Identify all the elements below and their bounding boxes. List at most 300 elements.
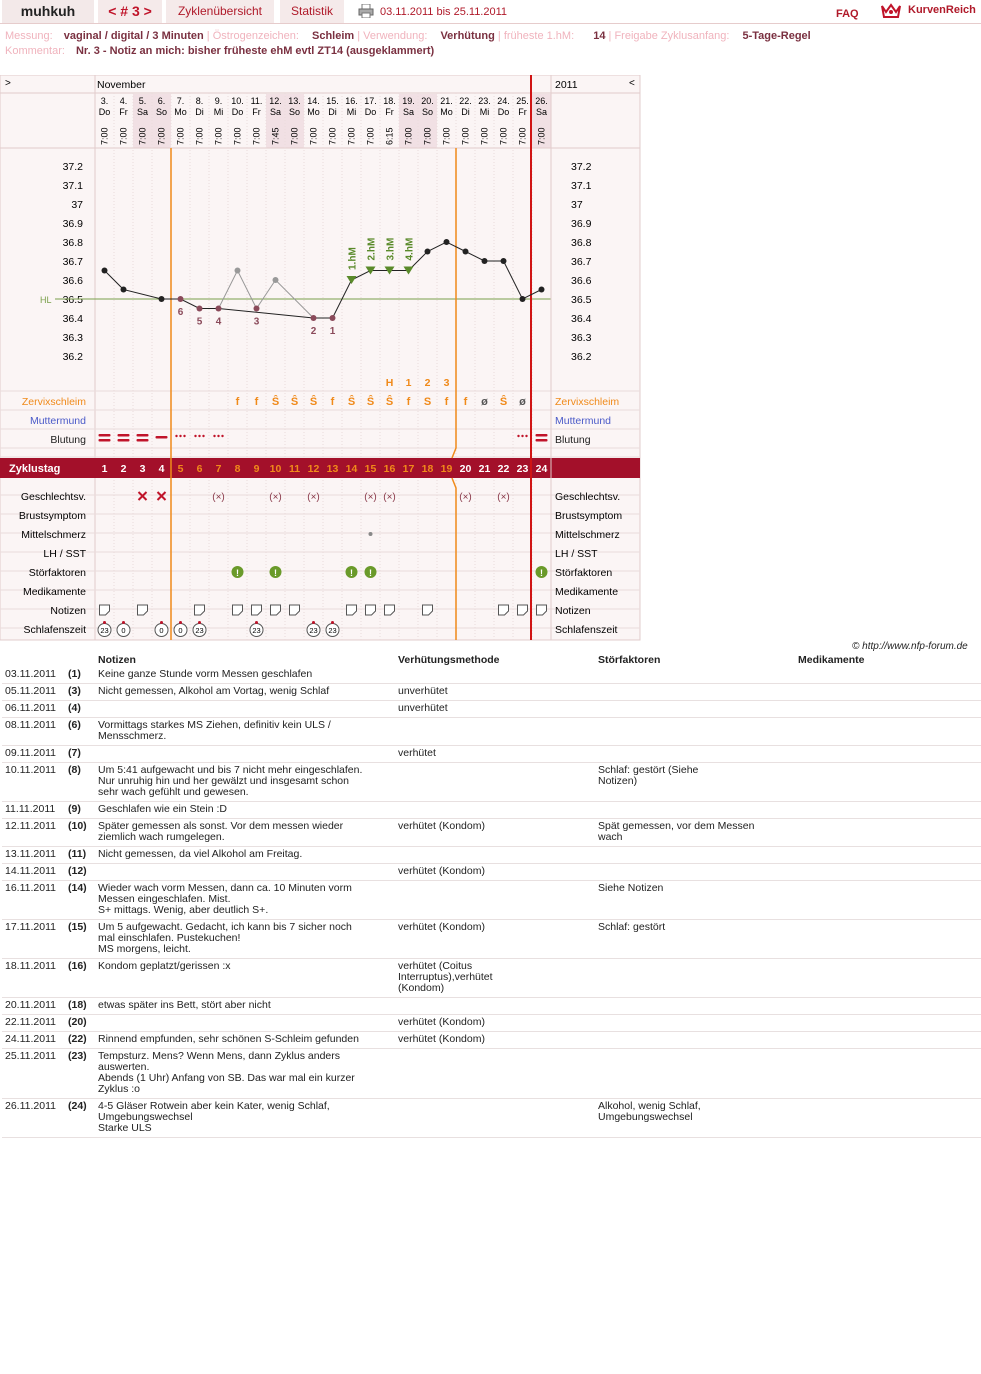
cervix-symbol: f: [235, 396, 240, 408]
notes-cell-n: (10): [65, 819, 95, 847]
temperature-point: [425, 249, 431, 255]
sleep-clock-hand: [312, 621, 315, 624]
sleep-time: 23: [328, 626, 337, 635]
lower-row-label-right: Schlafenszeit: [555, 624, 618, 636]
h-label: 2: [424, 377, 431, 389]
notes-cell-n: (22): [65, 1032, 95, 1049]
notes-cell-method: verhütet (Kondom): [395, 864, 595, 881]
day-number: 26.: [535, 96, 548, 106]
sleep-clock-hand: [179, 621, 182, 624]
temperature-point: [159, 296, 165, 302]
notes-cell-n: (20): [65, 1015, 95, 1032]
spotting-dot: [517, 435, 519, 437]
temperature-point: [330, 315, 336, 321]
notes-cell-stoer: [595, 746, 795, 763]
spotting-dot: [194, 435, 196, 437]
lower-row-label-left: Schlafenszeit: [23, 624, 86, 636]
notes-table-row: [2, 1099, 981, 1138]
cervix-symbol: Ŝ: [309, 396, 318, 408]
cervix-symbol: f: [254, 396, 259, 408]
day-number: 12.: [269, 96, 282, 106]
verwendung-label: Verwendung:: [363, 30, 428, 42]
notes-cell-stoer: [595, 718, 795, 746]
notes-cell-method: [395, 667, 595, 684]
count-number: 1: [329, 326, 336, 337]
weekday: Do: [98, 107, 111, 117]
temp-tick-left: 36.3: [62, 332, 83, 344]
count-number: 6: [177, 307, 184, 318]
disturbance-glyph: !: [369, 568, 372, 578]
notes-cell-med: [795, 1049, 981, 1099]
weekday: Sa: [402, 107, 415, 117]
temperature-point: [102, 268, 108, 274]
temp-tick-right: 36.7: [571, 256, 592, 268]
day-number: 4.: [119, 96, 128, 106]
spotting-dot: [198, 435, 200, 437]
temp-tick-right: 36.5: [571, 294, 592, 306]
notes-cell-med: [795, 920, 981, 959]
notes-cell-med: [795, 802, 981, 819]
bleeding-strong: [536, 434, 548, 437]
notes-table-row: [2, 864, 981, 881]
notes-cell-date: 10.11.2011: [2, 763, 65, 802]
notes-cell-n: (1): [65, 667, 95, 684]
spotting-dot: [525, 435, 527, 437]
notes-cell-n: (7): [65, 746, 95, 763]
measure-time: 7:00: [194, 127, 205, 145]
notes-cell-note: etwas später ins Bett, stört aber nicht: [95, 998, 395, 1015]
notes-cell-method: [395, 718, 595, 746]
bleeding-strong: [118, 434, 130, 437]
weekday: Di: [328, 107, 337, 117]
weekday: Di: [195, 107, 204, 117]
notes-cell-n: (8): [65, 763, 95, 802]
notes-cell-note: Nicht gemessen, da viel Alkohol am Freitag.: [95, 847, 395, 864]
notes-cell-stoer: Schlaf: gestört: [595, 920, 795, 959]
notes-table-row: [2, 1049, 981, 1099]
notes-cell-med: [795, 701, 981, 718]
notes-table-row: [2, 1015, 981, 1032]
notes-cell-med: [795, 1032, 981, 1049]
notes-cell-method: [395, 802, 595, 819]
cervix-symbol: Ŝ: [366, 396, 375, 408]
notes-cell-stoer: [595, 1015, 795, 1032]
sleep-time: 23: [309, 626, 318, 635]
measure-time: 7:00: [289, 127, 300, 145]
notes-cell-med: [795, 1015, 981, 1032]
notes-cell-note: Keine ganze Stunde vorm Messen geschlafen: [95, 667, 395, 684]
measure-time: 7:00: [536, 127, 547, 145]
spotting-dot: [221, 435, 223, 437]
notes-table-row: [2, 802, 981, 819]
temp-tick-right: 36.6: [571, 275, 592, 287]
measure-time: 7:00: [251, 127, 262, 145]
notes-table-row: [2, 819, 981, 847]
notes-cell-med: [795, 864, 981, 881]
temperature-point: [273, 277, 279, 283]
temperature-point: [539, 287, 545, 293]
cervix-symbol: ø: [481, 396, 488, 408]
notes-cell-n: (3): [65, 684, 95, 701]
notes-cell-med: [795, 763, 981, 802]
h-label: 3: [443, 377, 450, 389]
notes-cell-note: Kondom geplatzt/gerissen :x: [95, 959, 395, 998]
day-number: 3.: [100, 96, 109, 106]
sleep-clock-hand: [255, 621, 258, 624]
lower-row-label-right: Geschlechtsv.: [555, 491, 621, 503]
notes-column-header: Notizen: [98, 654, 136, 666]
spotting-dot: [521, 435, 523, 437]
notes-cell-date: 05.11.2011: [2, 684, 65, 701]
notes-cell-n: (12): [65, 864, 95, 881]
notes-column-header: Medikamente: [798, 654, 865, 666]
notes-cell-n: (23): [65, 1049, 95, 1099]
day-number: 13.: [288, 96, 301, 106]
faq-link[interactable]: FAQ: [836, 8, 859, 20]
notes-cell-date: 16.11.2011: [2, 881, 65, 920]
notes-cell-note: Rinnend empfunden, sehr schönen S-Schleim gefunden: [95, 1032, 395, 1049]
temperature-point: [520, 296, 526, 302]
freigabe-label: Freigabe Zyklusanfang:: [614, 30, 730, 42]
day-number: 16.: [345, 96, 358, 106]
weekday: Mi: [213, 107, 224, 117]
notes-cell-date: 24.11.2011: [2, 1032, 65, 1049]
measure-time: 7:00: [327, 127, 338, 145]
notes-table-row: [2, 667, 981, 684]
cycle-day-number: 1: [101, 463, 108, 475]
temp-tick-left: 36.8: [62, 237, 83, 249]
notes-table-row: [2, 701, 981, 718]
notes-cell-date: 22.11.2011: [2, 1015, 65, 1032]
measure-time: 7:00: [460, 127, 471, 145]
notes-cell-med: [795, 819, 981, 847]
lower-row-label-left: Geschlechtsv.: [20, 491, 86, 503]
row-label-right: Muttermund: [555, 415, 612, 427]
day-number: 5.: [138, 96, 147, 106]
notes-cell-method: [395, 763, 595, 802]
notes-cell-med: [795, 746, 981, 763]
measure-time: 6:15: [384, 127, 395, 145]
notes-table-row: [2, 881, 981, 920]
notes-cell-date: 18.11.2011: [2, 959, 65, 998]
temperature-point: [311, 315, 317, 321]
sleep-clock-hand: [331, 621, 334, 624]
notes-table-row: [2, 847, 981, 864]
protected-intercourse-mark: (×): [459, 492, 472, 503]
notes-cell-note: Wieder wach vorm Messen, dann ca. 10 Minuten vorm Messen eingeschlafen. Mist. S+ mittags. Wenig, aber deutlich S+.: [95, 881, 395, 920]
measure-time: 7:00: [479, 127, 490, 145]
notes-table-row: [2, 746, 981, 763]
notes-cell-stoer: [595, 1049, 795, 1099]
cycle-day-number: 19: [440, 463, 453, 475]
temp-tick-right: 36.8: [571, 237, 592, 249]
notes-column-header: Verhütungsmethode: [398, 654, 500, 666]
lower-row-label-left: Brustsymptom: [18, 510, 86, 522]
oestrogen-value: Schleim: [312, 30, 355, 42]
printer-icon[interactable]: [358, 4, 374, 18]
tab-statistics[interactable]: Statistik: [280, 0, 344, 23]
disturbance-glyph: !: [236, 568, 239, 578]
spotting-dot: [217, 435, 219, 437]
top-bar: [0, 0, 981, 24]
spotting-dot: [179, 435, 181, 437]
spotting-dot: [213, 435, 215, 437]
spotting-dot: [202, 435, 204, 437]
measurement-info: Messung: vaginal / digital / 3 Minuten | Östrogenzeichen: Schleim | Verwendung: Verhütung | früheste 1.hM: 14 | Freigabe Zyklusanfang: 5-Tage-Regel: [5, 30, 811, 42]
disturbance-glyph: !: [350, 568, 353, 578]
notes-cell-note: [95, 1015, 395, 1032]
temperature-point: [197, 306, 203, 312]
protected-intercourse-mark: (×): [269, 492, 282, 503]
cycle-day-number: 18: [421, 463, 434, 475]
notes-cell-method: [395, 847, 595, 864]
notes-cell-date: 08.11.2011: [2, 718, 65, 746]
temp-tick-left: 37.2: [62, 161, 83, 173]
cervix-symbol: Ŝ: [499, 396, 508, 408]
temperature-point: [254, 306, 260, 312]
cervix-symbol: f: [330, 396, 335, 408]
cervix-symbol: Ŝ: [347, 396, 356, 408]
cycle-day-number: 20: [459, 463, 472, 475]
day-number: 20.: [421, 96, 434, 106]
zyklustag-label: Zyklustag: [9, 463, 61, 475]
cervix-symbol: ø: [519, 396, 526, 408]
day-number: 9.: [214, 96, 223, 106]
notes-cell-n: (15): [65, 920, 95, 959]
notes-cell-note: Später gemessen als sonst. Vor dem messen wieder ziemlich wach rumgelegen.: [95, 819, 395, 847]
cervix-symbol: Ŝ: [271, 396, 280, 408]
notes-cell-note: Um 5 aufgewacht. Gedacht, ich kann bis 7 sicher noch mal einschlafen. Pustekuchen! MS morgens, leicht.: [95, 920, 395, 959]
notes-cell-stoer: [595, 802, 795, 819]
count-number: 2: [310, 326, 317, 337]
notes-cell-method: [395, 998, 595, 1015]
row-label-right: Zervixschleim: [555, 396, 620, 408]
cycle-day-number: 6: [196, 463, 203, 475]
notes-header-row: [2, 653, 981, 667]
measure-time: 7:45: [270, 127, 281, 145]
notes-table-row: [2, 718, 981, 746]
h-label: H: [385, 377, 394, 389]
notes-cell-note: Geschlafen wie ein Stein :D: [95, 802, 395, 819]
lower-row-label-left: Notizen: [50, 605, 86, 617]
cycle-day-number: 17: [402, 463, 415, 475]
weekday: Mi: [346, 107, 357, 117]
temp-tick-right: 36.3: [571, 332, 592, 344]
cycle-day-number: 10: [269, 463, 282, 475]
crown-icon: [880, 2, 902, 20]
chart-background: [0, 75, 640, 640]
protected-intercourse-mark: (×): [497, 492, 510, 503]
notes-column-header: [65, 653, 95, 667]
notes-cell-stoer: Schlaf: gestört (Siehe Notizen): [595, 763, 795, 802]
notes-cell-date: 03.11.2011: [2, 667, 65, 684]
temp-tick-left: 36.6: [62, 275, 83, 287]
day-number: 22.: [459, 96, 472, 106]
sleep-time: 0: [159, 626, 164, 635]
row-label-left: Muttermund: [29, 415, 86, 427]
notes-cell-method: verhütet (Kondom): [395, 1015, 595, 1032]
weekday: So: [421, 107, 434, 117]
cycle-day-number: 23: [516, 463, 529, 475]
temperature-point: [501, 258, 507, 264]
notes-cell-n: (9): [65, 802, 95, 819]
notes-cell-med: [795, 667, 981, 684]
temperature-point: [216, 306, 222, 312]
lower-row-label-right: Störfaktoren: [555, 567, 613, 579]
day-number: 14.: [307, 96, 320, 106]
notes-cell-method: [395, 881, 595, 920]
notes-cell-med: [795, 881, 981, 920]
notes-cell-note: Vormittags starkes MS Ziehen, definitiv kein ULS / Mensschmerz.: [95, 718, 395, 746]
notes-cell-med: [795, 1099, 981, 1138]
bleeding-strong: [118, 439, 130, 442]
notes-cell-note: [95, 864, 395, 881]
sleep-clock-hand: [198, 621, 201, 624]
arrow-left: >: [5, 78, 11, 89]
hm-label: 3.hM: [385, 237, 397, 261]
protected-intercourse-mark: (×): [212, 492, 225, 503]
day-number: 25.: [516, 96, 529, 106]
day-number: 21.: [440, 96, 453, 106]
temp-tick-right: 36.4: [571, 313, 592, 325]
weekday: Di: [461, 107, 470, 117]
temp-tick-right: 36.9: [571, 218, 592, 230]
temp-tick-left: 37: [71, 199, 83, 211]
notes-cell-method: [395, 1049, 595, 1099]
measure-time: 7:00: [156, 127, 167, 145]
bleeding-strong: [99, 439, 111, 442]
lower-row-label-right: Brustsymptom: [555, 510, 623, 522]
cervix-symbol: Ŝ: [385, 396, 394, 408]
username: muhkuh: [2, 0, 94, 23]
measure-time: 7:00: [99, 127, 110, 145]
year-label: 2011: [555, 79, 578, 91]
cycle-day-number: 16: [383, 463, 396, 475]
row-label-left: Blutung: [50, 434, 86, 446]
temp-tick-left: 36.4: [62, 313, 83, 325]
notes-cell-method: verhütet (Kondom): [395, 819, 595, 847]
lower-row-label-left: Störfaktoren: [28, 567, 86, 579]
protected-intercourse-mark: (×): [307, 492, 320, 503]
notes-table-row: [2, 1032, 981, 1049]
notes-cell-note: 4-5 Gläser Rotwein aber kein Kater, wenig Schlaf, Umgebungswechsel Starke ULS: [95, 1099, 395, 1138]
notes-cell-stoer: Alkohol, wenig Schlaf, Umgebungswechsel: [595, 1099, 795, 1138]
ehm-label: früheste 1.hM:: [503, 30, 575, 42]
cycle-day-number: 22: [497, 463, 510, 475]
cycle-day-number: 11: [288, 463, 301, 475]
notes-cell-n: (6): [65, 718, 95, 746]
weekday: Mo: [174, 107, 187, 117]
weekday: So: [288, 107, 301, 117]
messung-label: Messung:: [5, 30, 53, 42]
weekday: So: [155, 107, 168, 117]
notes-cell-date: 06.11.2011: [2, 701, 65, 718]
date-range: 03.11.2011 bis 25.11.2011: [380, 6, 508, 18]
row-label-right: Blutung: [555, 434, 591, 446]
notes-cell-n: (18): [65, 998, 95, 1015]
weekday: Fr: [518, 107, 527, 117]
notes-table-row: [2, 684, 981, 701]
notes-cell-stoer: [595, 684, 795, 701]
notes-cell-method: verhütet: [395, 746, 595, 763]
notes-cell-n: (24): [65, 1099, 95, 1138]
temp-tick-left: 36.7: [62, 256, 83, 268]
temp-tick-left: 36.9: [62, 218, 83, 230]
temp-tick-right: 36.2: [571, 351, 592, 363]
notes-cell-note: Nicht gemessen, Alkohol am Vortag, wenig Schlaf: [95, 684, 395, 701]
measure-time: 7:00: [365, 127, 376, 145]
measure-time: 7:00: [232, 127, 243, 145]
weekday: Sa: [269, 107, 282, 117]
lower-row-label-left: Mittelschmerz: [21, 529, 86, 541]
temp-tick-right: 37.2: [571, 161, 592, 173]
notes-cell-stoer: Siehe Notizen: [595, 881, 795, 920]
day-number: 19.: [402, 96, 415, 106]
lower-row-label-left: Medikamente: [22, 586, 86, 598]
sleep-time: 23: [252, 626, 261, 635]
measure-time: 7:00: [175, 127, 186, 145]
notes-table-row: [2, 998, 981, 1015]
bleeding-strong: [137, 434, 149, 437]
notes-cell-date: 14.11.2011: [2, 864, 65, 881]
lower-row-label-left: LH / SST: [43, 548, 86, 560]
measure-time: 7:00: [441, 127, 452, 145]
notes-cell-stoer: [595, 1032, 795, 1049]
day-number: 8.: [195, 96, 204, 106]
weekday: Mo: [307, 107, 320, 117]
sleep-time: 0: [178, 626, 183, 635]
hl-label: HL: [40, 295, 52, 305]
comment-info: [5, 45, 434, 57]
notes-table-row: [2, 959, 981, 998]
logo-text: KurvenReich: [908, 4, 976, 16]
cycle-day-number: 7: [215, 463, 222, 475]
day-number: 24.: [497, 96, 510, 106]
tab-cycle-overview[interactable]: Zyklenübersicht: [166, 0, 274, 23]
notes-cell-med: [795, 847, 981, 864]
disturbance-glyph: !: [540, 568, 543, 578]
day-number: 7.: [176, 96, 185, 106]
notes-cell-note: Um 5:41 aufgewacht und bis 7 nicht mehr eingeschlafen. Nur unruhig hin und her gewälzt und insgesamt schon sehr wach gefühlt und gewesen.: [95, 763, 395, 802]
notes-cell-method: [395, 1099, 595, 1138]
kurvenreich-logo[interactable]: [880, 2, 980, 20]
day-number: 10.: [231, 96, 244, 106]
notes-cell-date: 25.11.2011: [2, 1049, 65, 1099]
cycle-day-number: 14: [345, 463, 358, 475]
cycle-day-number: 9: [253, 463, 260, 475]
mittelschmerz-dot: [369, 532, 373, 536]
notes-cell-med: [795, 998, 981, 1015]
day-number: 18.: [383, 96, 396, 106]
day-number: 17.: [364, 96, 377, 106]
month-label: November: [97, 79, 146, 91]
notes-cell-note: [95, 701, 395, 718]
notes-cell-date: 17.11.2011: [2, 920, 65, 959]
weekday: Do: [497, 107, 510, 117]
cycle-navigation[interactable]: < # 3 >: [98, 0, 162, 23]
notes-table: [2, 653, 981, 1138]
temp-tick-right: 37.1: [571, 180, 592, 192]
oestrogen-label: Östrogenzeichen:: [212, 30, 299, 42]
notes-cell-date: 13.11.2011: [2, 847, 65, 864]
cycle-day-number: 4: [158, 463, 165, 475]
count-number: 4: [215, 316, 222, 328]
temperature-point: [178, 296, 184, 302]
lower-row-label-right: Medikamente: [555, 586, 619, 598]
cervix-symbol: f: [406, 396, 411, 408]
cycle-day-number: 24: [535, 463, 548, 475]
measure-time: 7:00: [498, 127, 509, 145]
